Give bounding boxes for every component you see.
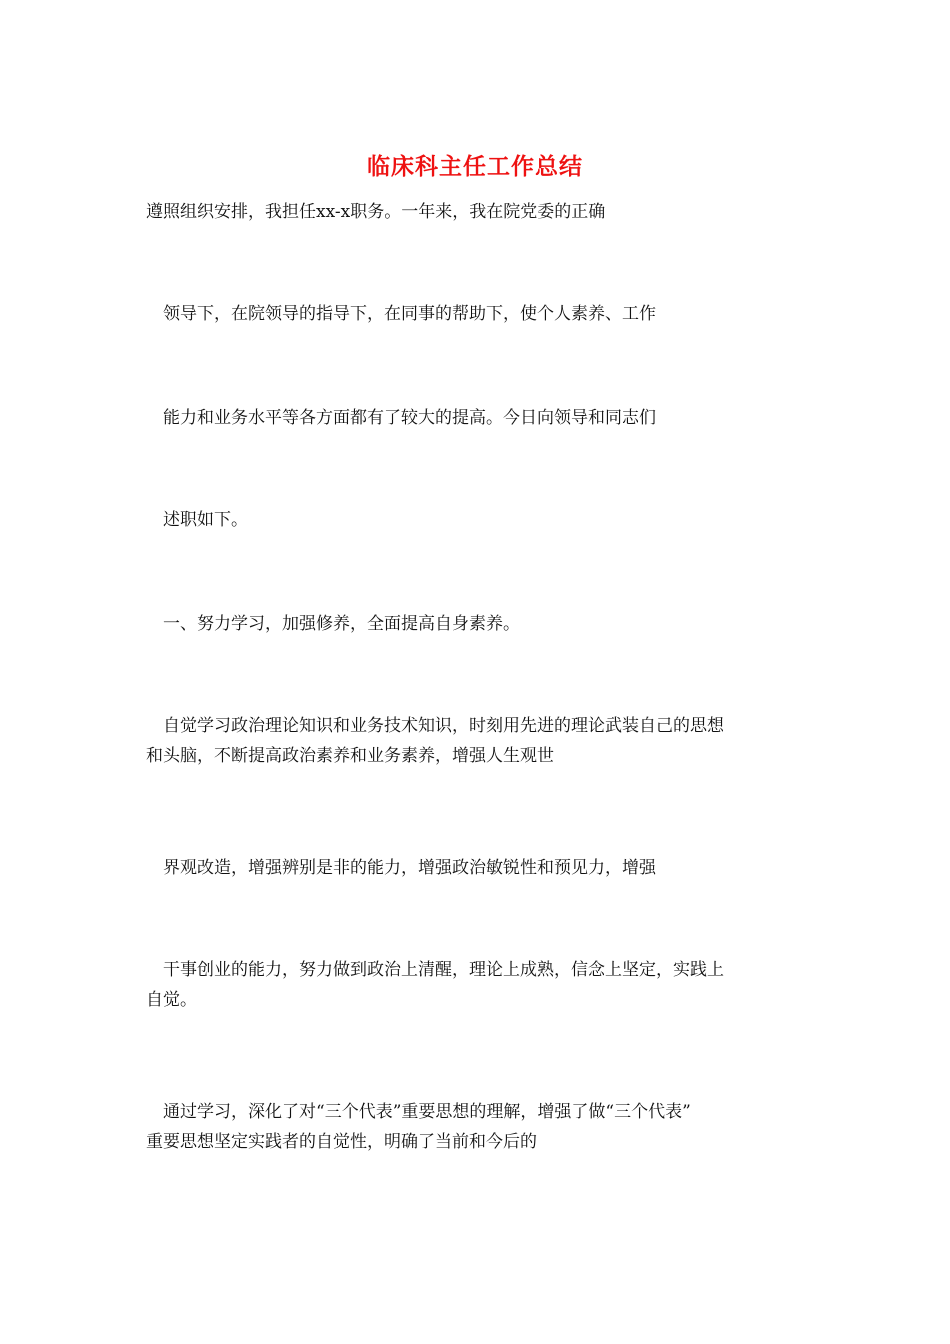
paragraph-line: 遵照组织安排，我担任xx-x职务。一年来，我在院党委的正确 [146,202,606,222]
paragraph-line: 述职如下。 [146,510,248,530]
paragraph-line: 和头脑，不断提高政治素养和业务素养，增强人生观世 [146,746,554,766]
paragraph-6 [146,853,806,883]
section-heading-1 [146,609,806,639]
paragraph-3 [146,403,806,433]
paragraph-line: 能力和业务水平等各方面都有了较大的提高。今日向领导和同志们 [146,408,656,428]
paragraph-line: 干事创业的能力，努力做到政治上清醒，理论上成熟，信念上坚定，实践上 [146,960,724,980]
paragraph-2 [146,299,806,329]
paragraph-line: 一、努力学习，加强修养，全面提高自身素养。 [146,614,520,634]
paragraph-1 [146,197,806,227]
paragraph-line: 自觉。 [146,990,197,1010]
paragraph-line: 通过学习，深化了对“三个代表”重要思想的理解，增强了做“三个代表” [146,1102,691,1122]
paragraph-line: 界观改造，增强辨别是非的能力，增强政治敏锐性和预见力，增强 [146,858,656,878]
paragraph-8 [146,1097,806,1157]
paragraph-line: 重要思想坚定实践者的自觉性，明确了当前和今后的 [146,1132,537,1152]
document-title: 临床科主任工作总结 [367,153,583,180]
paragraph-line: 自觉学习政治理论知识和业务技术知识，时刻用先进的理论武装自己的思想 [146,716,724,736]
paragraph-7 [146,955,806,1015]
paragraph-line: 领导下，在院领导的指导下，在同事的帮助下，使个人素养、工作 [146,304,656,324]
paragraph-4 [146,505,806,535]
paragraph-5 [146,711,806,771]
